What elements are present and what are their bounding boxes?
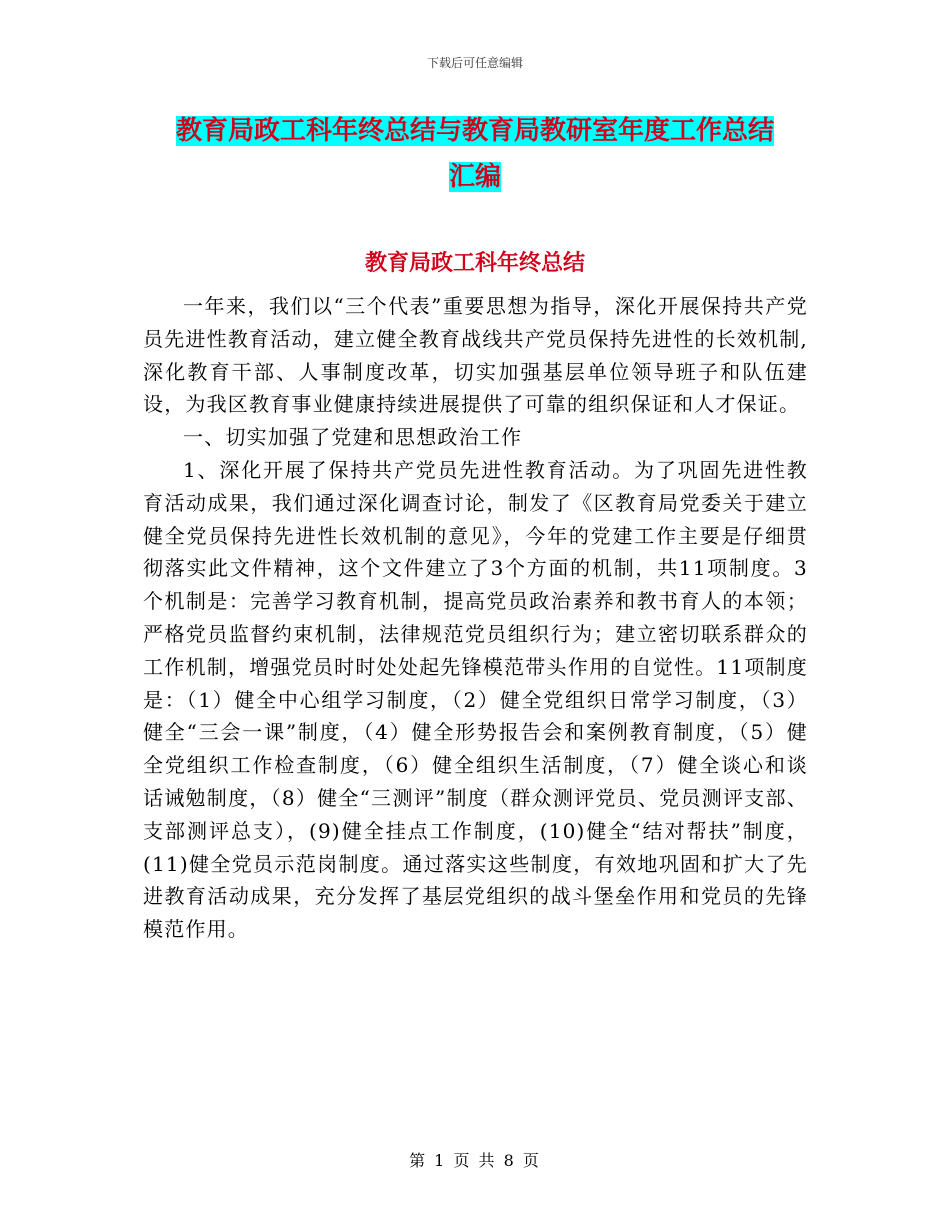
page-header-note: 下载后可任意编辑 (426, 56, 523, 70)
paragraph-heading-1: 一、切实加强了党建和思想政治工作 (183, 425, 523, 450)
document-title-line2: 汇编 (448, 162, 501, 192)
paragraph-item-1: 1、深化开展了保持共产党员先进性教育活动。为了巩固先进性教育活动成果，我们通过深化调查讨论，制发了《区教育局党委关于建立健全党员保持先进性长效机制的意见》，今年的党建工作主要是仔细贯彻落实此文件精神，这个文件建立了3个方面的机制，共11项制度。3个机制是：完善学习教育机制，提高党员政治素养和教书育人的本领；严格党员监督约束机制，法律规范党员组织行为；建立密切联系群众的工作机制，增强党员时时处处起先锋模范带头作用的自觉性。11项制度是：（1）健全中心组学习制度，（2）健全党组织日常学习制度，（3）健全“三会一课”制度，（4）健全形势报告会和案例教育制度，（5）健全党组织工作检查制度，（6）健全组织生活制度，（7）健全谈心和谈话诫勉制度，（8）健全“三测评”制度（群众测评党员、党员测评支部、支部测评总支），(9)健全挂点工作制度，(10)健全“结对帮扶”制度，(11)健全党员示范岗制度。通过落实这些制度，有效地巩固和扩大了先进教育活动成果，充分发挥了基层党组织的战斗堡垒作用和党员的先锋模范作用。 (143, 457, 808, 942)
paragraph-intro: 一年来，我们以“三个代表”重要思想为指导，深化开展保持共产党员先进性教育活动，建立健全教育战线共产党员保持先进性的长效机制,深化教育干部、人事制度改革，切实加强基层单位领导班子和队伍建设，为我区教育事业健康持续进展提供了可靠的组织保证和人才保证。 (143, 294, 808, 417)
document-title-line1: 教育局政工科年终总结与教育局教研室年度工作总结 (175, 116, 774, 146)
section-title: 教育局政工科年终总结 (364, 251, 585, 276)
page-footer: 第 1 页 共 8 页 (409, 1151, 541, 1170)
document-title (140, 108, 810, 200)
document-body (143, 290, 808, 946)
